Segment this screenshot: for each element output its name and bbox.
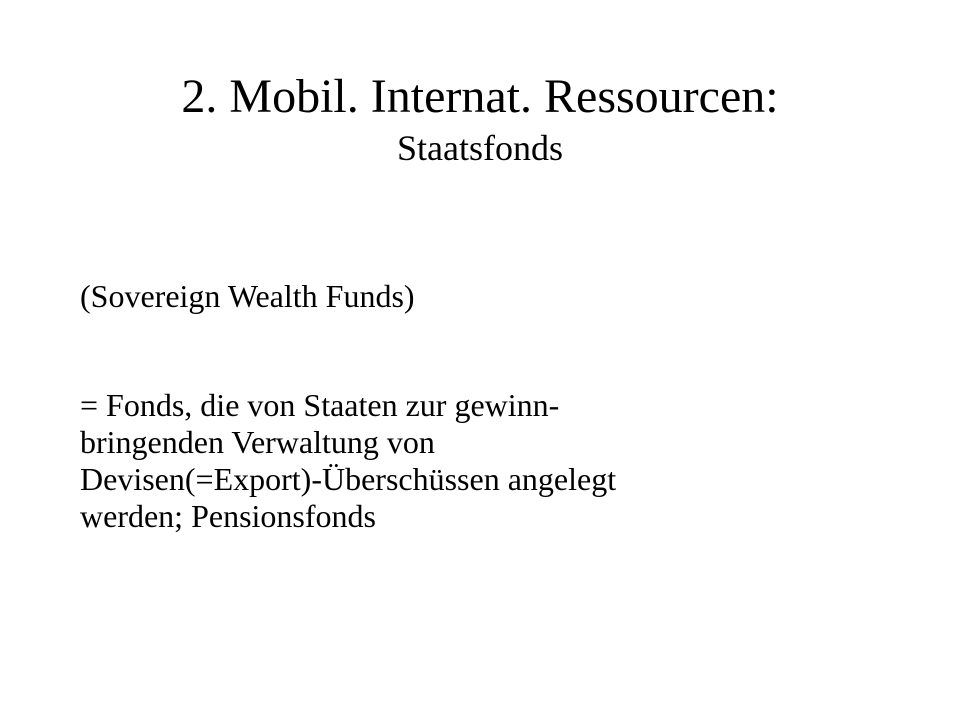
slide-title-main: 2. Mobil. Internat. Ressourcen: — [181, 70, 779, 123]
body-paragraph-english-term: (Sovereign Wealth Funds) — [80, 278, 415, 314]
body-paragraph-definition — [80, 387, 900, 535]
definition-line: werden; Pensionsfonds — [80, 498, 376, 534]
slide-body — [80, 278, 900, 535]
definition-line: = Fonds, die von Staaten zur gewinn- — [80, 387, 560, 423]
slide-title-sub: Staatsfonds — [397, 127, 563, 168]
definition-line: bringenden Verwaltung von — [80, 424, 435, 460]
definition-line: Devisen(=Export)-Überschüssen angelegt — [80, 461, 617, 497]
slide-title — [0, 70, 960, 168]
